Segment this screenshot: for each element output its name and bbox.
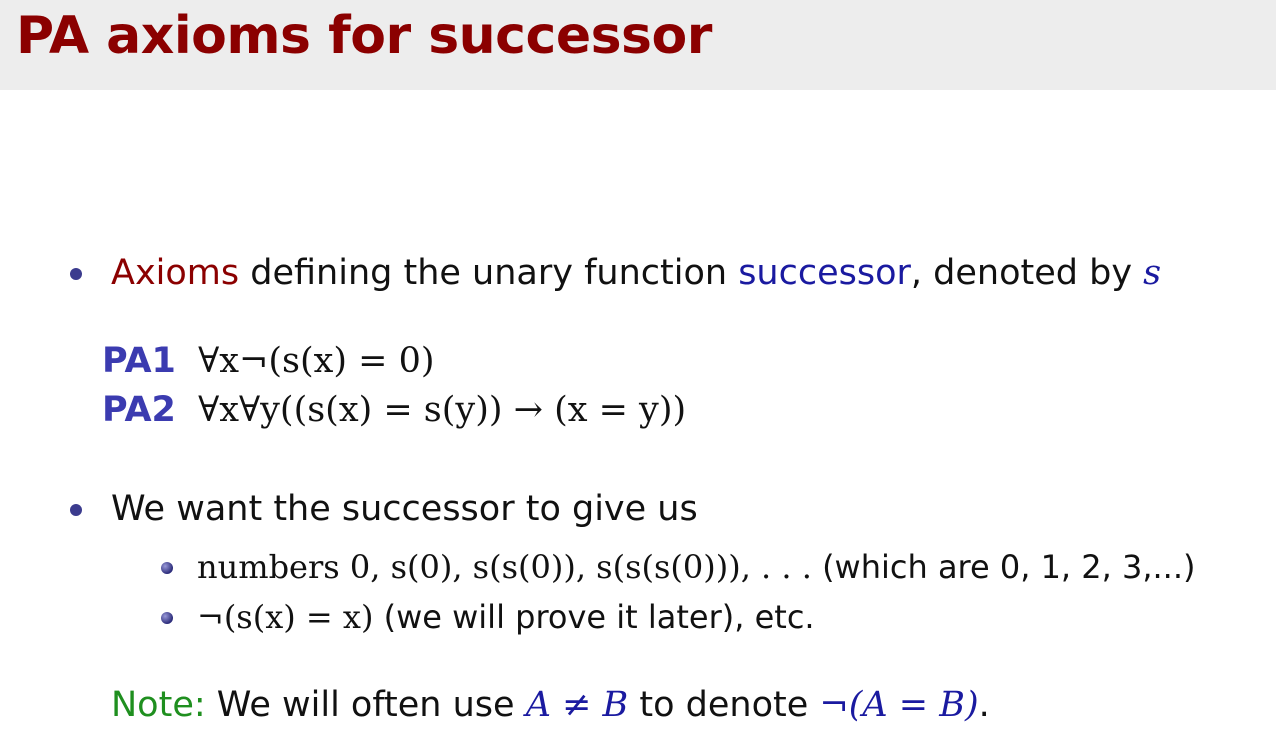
successor-goal-text: We want the successor to give us	[111, 489, 698, 529]
note-line	[111, 685, 990, 725]
not-fixed-formula: ¬(s(x) = x)	[197, 598, 374, 636]
successor-keyword: successor	[738, 253, 911, 293]
negation-formula: ¬(A = B)	[819, 685, 979, 725]
bullet-marker	[70, 504, 82, 516]
axiom-pa1	[102, 341, 435, 381]
numbers-formula: numbers 0, s(0), s(s(0)), s(s(s(0))), . . .	[197, 548, 812, 586]
successor-symbol: s	[1143, 253, 1162, 293]
axiom-label: PA2	[102, 390, 176, 430]
numbers-explanation: (which are 0, 1, 2, 3,...)	[811, 548, 1196, 586]
sub-item-not-fixed-point	[197, 598, 815, 636]
axioms-intro-text-2: , denoted by	[910, 253, 1144, 293]
note-text-2: to denote	[628, 685, 820, 725]
axiom-formula: ∀x∀y((s(x) = s(y)) → (x = y))	[198, 390, 687, 430]
slide-title: PA axioms for successor	[16, 6, 712, 66]
axioms-keyword: Axioms	[111, 253, 240, 293]
note-label: Note:	[111, 685, 206, 725]
sub-bullet-marker	[161, 612, 173, 624]
axioms-intro-text: defining the unary function	[239, 253, 739, 293]
bullet-marker	[70, 268, 82, 280]
not-equal-formula: A ≠ B	[525, 685, 629, 725]
sub-item-numbers	[197, 548, 1196, 586]
axiom-formula: ∀x¬(s(x) = 0)	[198, 341, 435, 381]
not-fixed-explanation: (we will prove it later), etc.	[373, 598, 815, 636]
axiom-pa2	[102, 390, 687, 430]
axioms-intro-line	[111, 253, 1162, 293]
successor-goal-line	[111, 489, 698, 529]
note-end: .	[978, 685, 990, 725]
note-text: We will often use	[205, 685, 526, 725]
sub-bullet-marker	[161, 562, 173, 574]
axiom-label: PA1	[102, 341, 176, 381]
